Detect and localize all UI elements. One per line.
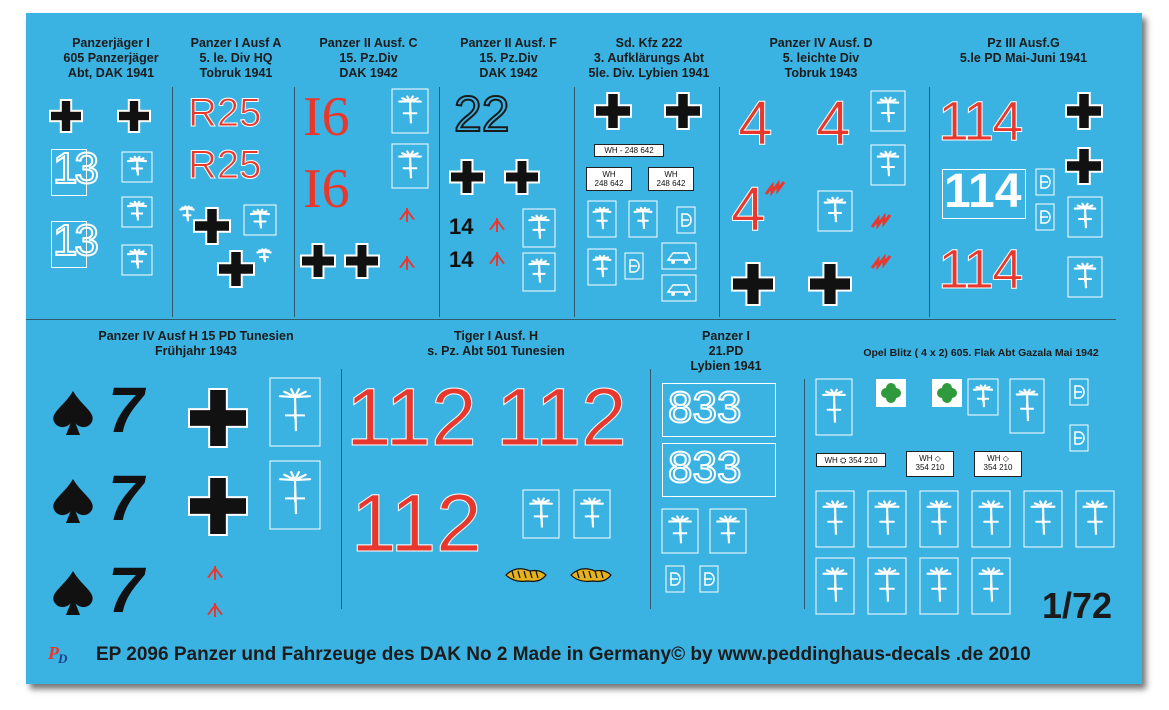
dak-palm-icon — [392, 144, 428, 188]
balkenkreuz-icon — [49, 99, 83, 133]
tactical-number-decal: 7 — [108, 374, 144, 446]
balkenkreuz-icon — [1065, 92, 1103, 130]
tactical-number-decal: 14 — [449, 247, 474, 272]
dak-palm-icon — [523, 253, 555, 291]
dak-palm-icon — [629, 201, 657, 237]
turret-number-decal: 22 — [454, 86, 510, 142]
divisional-sign-icon — [677, 207, 695, 233]
turret-number-decal: R25 — [188, 91, 262, 135]
scale-label: 1/72 — [1042, 585, 1113, 626]
section-title-panzerjaeger: Panzerjäger I 605 Panzerjäger Abt, DAK 1941 — [63, 36, 159, 80]
balkenkreuz-icon — [117, 99, 151, 133]
license-plate-decal: WH 248 642 — [586, 167, 632, 191]
license-plate-decal: WH 248 642 — [648, 167, 694, 191]
divisional-sign-icon — [625, 253, 643, 279]
balkenkreuz-icon — [664, 92, 702, 130]
divisional-sign-icon — [666, 566, 684, 592]
dak-palm-icon — [818, 191, 852, 231]
dak-palm-icon — [816, 379, 852, 435]
dak-palm-icon — [392, 89, 428, 133]
rune-icon — [872, 215, 890, 227]
dak-palm-icon — [871, 145, 905, 185]
tactical-number-decal: 7 — [108, 554, 144, 626]
rune-icon — [872, 256, 890, 268]
turret-number-decal: I6 — [303, 158, 350, 220]
turret-number-decal: 114 — [938, 89, 1022, 152]
dak-palm-icon — [968, 379, 998, 415]
dak-palm-icon — [920, 491, 958, 547]
turret-number-decal: 833 — [668, 443, 742, 492]
dak-palm-icon — [588, 249, 616, 285]
section-title-panzer-iv-h: Panzer IV Ausf H 15 PD Tunesien Frühjahr 1943 — [98, 329, 294, 358]
turret-number-decal: 4 — [738, 89, 773, 158]
balkenkreuz-icon — [188, 476, 248, 536]
section-title-panzer-ii-f: Panzer II Ausf. F 15. Pz.Div DAK 1942 — [460, 36, 557, 80]
svg-text:D: D — [58, 651, 68, 666]
balkenkreuz-icon — [731, 262, 775, 306]
section-title-panzer-iv-d: Panzer IV Ausf. D 5. leichte Div Tobruk 1943 — [769, 36, 873, 80]
graphic-decals — [26, 13, 1142, 684]
turret-number-decal: I6 — [303, 86, 350, 148]
clover-icon — [876, 379, 906, 407]
dak-palm-icon — [816, 491, 854, 547]
vehicle-icon — [662, 243, 696, 269]
dak-palm-icon — [244, 205, 276, 235]
turret-number-decal: 4 — [731, 175, 766, 244]
rune-icon — [766, 182, 784, 194]
turret-number-decal: R25 — [188, 143, 262, 187]
dak-palm-icon — [523, 209, 555, 247]
balkenkreuz-icon — [344, 243, 380, 279]
dak-palm-icon — [1010, 379, 1044, 433]
turret-number-decal: 112 — [496, 372, 627, 463]
peddinghaus-logo-icon — [46, 642, 74, 666]
divisional-sign-icon — [1070, 425, 1088, 451]
unit-symbol-icon — [400, 208, 414, 222]
section-title-pz-iii-g: Pz III Ausf.G 5.le PD Mai-Juni 1941 — [959, 36, 1088, 65]
decal-sheet — [26, 13, 1142, 684]
balkenkreuz-icon — [504, 159, 540, 195]
balkenkreuz-icon — [217, 250, 255, 288]
dak-palm-icon — [270, 378, 320, 446]
dak-palm-icon — [1068, 197, 1102, 237]
dak-palm-icon — [871, 91, 905, 131]
dak-palm-icon — [122, 197, 152, 227]
dak-palm-icon — [588, 201, 616, 237]
dak-palm-icon — [972, 491, 1010, 547]
unit-symbol-icon — [490, 218, 504, 232]
section-title-panzer-i-a: Panzer I Ausf A 5. le. Div HQ Tobruk 1941 — [190, 36, 282, 80]
turret-number-decal: 4 — [816, 89, 851, 158]
dak-palm-icon — [920, 558, 958, 614]
dak-palm-icon — [868, 491, 906, 547]
section-title-panzer-i-21pd: Panzer I 21.PD Lybien 1941 — [690, 329, 762, 373]
svg-text:P: P — [48, 643, 59, 663]
turret-number-decal: 114 — [944, 165, 1022, 218]
dak-palm-icon — [270, 461, 320, 529]
balkenkreuz-icon — [449, 159, 485, 195]
tiger-emblem-icon — [506, 569, 546, 582]
section-title-panzer-ii-c: Panzer II Ausf. C 15. Pz.Div DAK 1942 — [319, 36, 418, 80]
dak-palm-icon — [868, 558, 906, 614]
divisional-sign-icon — [1036, 169, 1054, 195]
dak-palm-icon — [122, 152, 152, 182]
section-title-sdkfz-222: Sd. Kfz 222 3. Aufklärungs Abt 5le. Div. Lybien 1941 — [588, 36, 710, 80]
balkenkreuz-icon — [193, 207, 231, 245]
spade-icon — [53, 571, 92, 615]
tactical-number-decal: 7 — [108, 462, 144, 534]
balkenkreuz-icon — [188, 388, 248, 448]
turret-number-decal: 112 — [346, 372, 477, 463]
license-plate-decal: WH ⛭ 354 210 — [816, 453, 886, 467]
divisional-sign-icon — [1070, 379, 1088, 405]
vehicle-icon — [662, 275, 696, 301]
unit-symbol-icon — [490, 252, 504, 266]
balkenkreuz-icon — [300, 243, 336, 279]
dak-palm-icon — [574, 490, 610, 538]
footer-text: EP 2096 Panzer und Fahrzeuge des DAK No 2 Made in Germany© by www.peddinghaus-decals .de 2010 — [96, 644, 1031, 665]
tiger-emblem-icon — [571, 569, 611, 582]
dak-palm-icon — [1068, 257, 1102, 297]
spade-icon — [53, 479, 92, 523]
unit-symbol-icon — [208, 566, 222, 580]
spade-icon — [53, 391, 92, 435]
divisional-sign-icon — [1036, 204, 1054, 230]
dak-palm-icon — [662, 509, 698, 553]
dak-palm-icon — [180, 206, 193, 221]
turret-number-decal: 13 — [53, 144, 96, 193]
balkenkreuz-icon — [594, 92, 632, 130]
dak-palm-icon — [710, 509, 746, 553]
turret-number-decal: 833 — [668, 383, 742, 432]
dak-palm-icon — [972, 558, 1010, 614]
turret-number-decal: 112 — [351, 478, 482, 569]
unit-symbol-icon — [208, 603, 222, 617]
dak-palm-icon — [1024, 491, 1062, 547]
section-title-opel-blitz: Opel Blitz ( 4 x 2) 605. Flak Abt Gazala Mai 1942 — [863, 347, 1099, 359]
dak-palm-icon — [1076, 491, 1114, 547]
balkenkreuz-icon — [1065, 147, 1103, 185]
turret-number-decal: 114 — [938, 237, 1022, 300]
license-plate-decal: WH - 248 642 — [594, 144, 664, 157]
divisional-sign-icon — [700, 566, 718, 592]
clover-icon — [932, 379, 962, 407]
turret-number-decal: 13 — [53, 216, 96, 265]
dak-palm-icon — [257, 249, 270, 262]
balkenkreuz-icon — [808, 262, 852, 306]
license-plate-decal: WH ◇ 354 210 — [974, 451, 1022, 477]
unit-symbol-icon — [400, 256, 414, 270]
dak-palm-icon — [523, 490, 559, 538]
tactical-number-decal: 14 — [449, 214, 474, 239]
dak-palm-icon — [816, 558, 854, 614]
license-plate-decal: WH ◇ 354 210 — [906, 451, 954, 477]
dak-palm-icon — [122, 245, 152, 275]
section-title-tiger-i: Tiger I Ausf. H s. Pz. Abt 501 Tunesien — [427, 329, 565, 358]
